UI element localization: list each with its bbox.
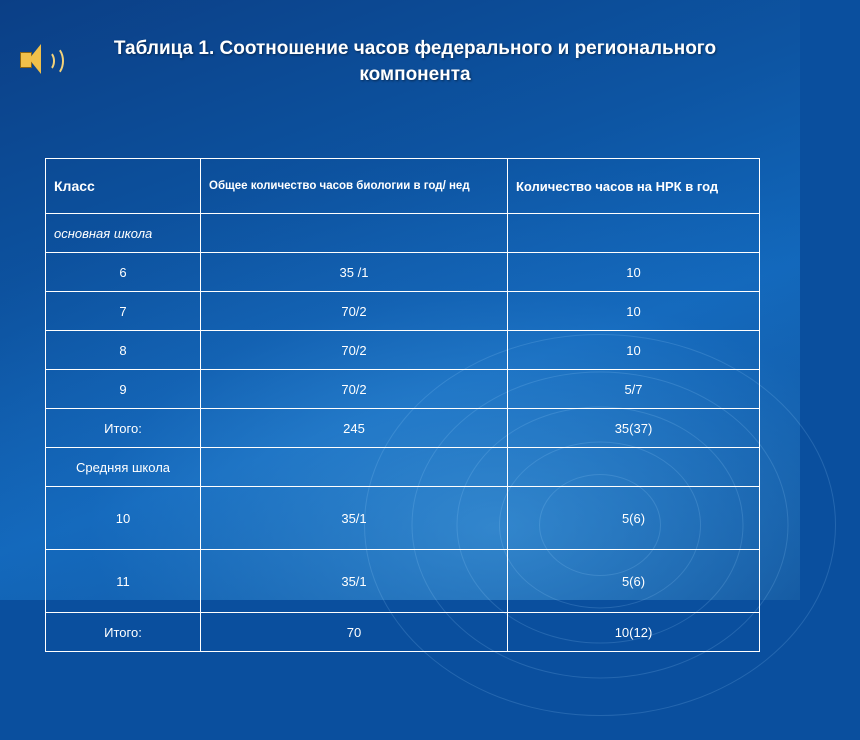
row-nrk-hours: 10 <box>508 331 760 370</box>
speaker-cone <box>29 44 41 74</box>
table-container <box>45 158 759 652</box>
row-total-hours: 70/2 <box>201 331 508 370</box>
row-label: Итого: <box>46 613 201 652</box>
row-total-hours: 245 <box>201 409 508 448</box>
row-total-hours <box>201 214 508 253</box>
table-row <box>46 448 760 487</box>
row-nrk-hours: 10(12) <box>508 613 760 652</box>
speaker-wave-large <box>44 46 64 76</box>
row-label: 6 <box>46 253 201 292</box>
table-row <box>46 214 760 253</box>
row-label: 9 <box>46 370 201 409</box>
row-total-hours: 70/2 <box>201 370 508 409</box>
table-row-subtotal <box>46 613 760 652</box>
row-nrk-hours: 5/7 <box>508 370 760 409</box>
row-total-hours: 35/1 <box>201 487 508 550</box>
row-nrk-hours: 10 <box>508 253 760 292</box>
table-row <box>46 292 760 331</box>
row-label: основная школа <box>46 214 201 253</box>
row-label: 8 <box>46 331 201 370</box>
table-row <box>46 331 760 370</box>
page-title: Таблица 1. Соотношение часов федерального и регионального компонента <box>113 38 717 85</box>
row-nrk-hours <box>508 448 760 487</box>
table-row <box>46 550 760 613</box>
row-total-hours: 35/1 <box>201 550 508 613</box>
column-header-nrk-hours: Количество часов на НРК в год <box>508 159 760 214</box>
hours-table <box>45 158 760 652</box>
column-header-class: Класс <box>46 159 201 214</box>
row-label: 7 <box>46 292 201 331</box>
row-nrk-hours: 5(6) <box>508 487 760 550</box>
row-nrk-hours: 5(6) <box>508 550 760 613</box>
row-nrk-hours: 35(37) <box>508 409 760 448</box>
row-label: 10 <box>46 487 201 550</box>
table-row <box>46 253 760 292</box>
row-total-hours: 35 /1 <box>201 253 508 292</box>
row-total-hours: 70/2 <box>201 292 508 331</box>
row-label: Итого: <box>46 409 201 448</box>
row-label: Средняя школа <box>46 448 201 487</box>
row-nrk-hours: 10 <box>508 292 760 331</box>
table-header-row <box>46 159 760 214</box>
speaker-icon[interactable] <box>16 38 60 82</box>
column-header-total-hours: Общее количество часов биологии в год/ нед <box>201 159 508 214</box>
row-total-hours: 70 <box>201 613 508 652</box>
row-nrk-hours <box>508 214 760 253</box>
row-label: 11 <box>46 550 201 613</box>
table-row <box>46 487 760 550</box>
row-total-hours <box>201 448 508 487</box>
table-row <box>46 370 760 409</box>
table-row-subtotal <box>46 409 760 448</box>
